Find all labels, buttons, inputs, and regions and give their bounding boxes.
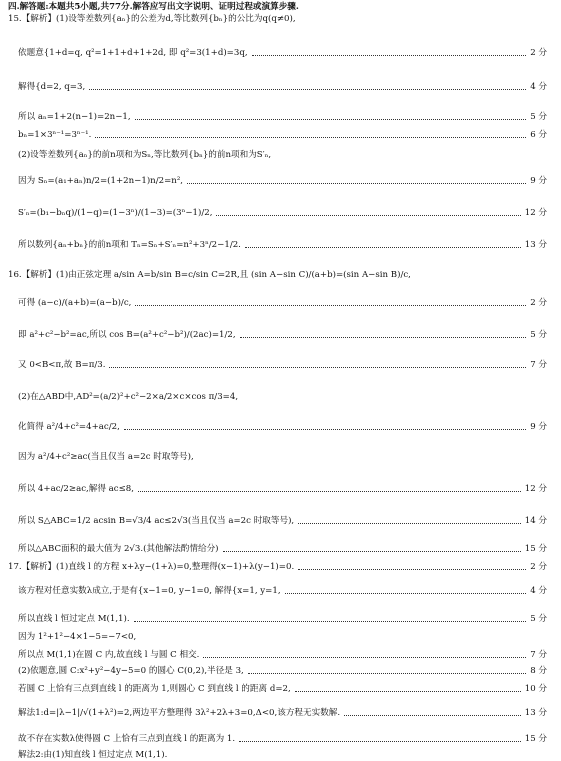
- dotted-leader: [245, 247, 521, 248]
- line-text: 因为 Sₙ=(a₁+aₙ)n/2=(1+2n−1)n/2=n²,: [18, 176, 183, 186]
- score-points: 5 分: [530, 112, 547, 122]
- dotted-leader: [95, 137, 526, 138]
- score-points: 4 分: [530, 82, 547, 92]
- score-points: 15 分: [524, 734, 547, 744]
- score-points: 15 分: [524, 544, 547, 554]
- score-points: 2 分: [530, 48, 547, 58]
- line-text: 所以 aₙ=1+2(n−1)=2n−1,: [18, 112, 131, 122]
- score-points: 13 分: [524, 708, 547, 718]
- score-points: 8 分: [530, 666, 547, 676]
- line-text: 所以 4+ac/2≥ac,解得 ac≤8,: [18, 484, 135, 494]
- line-text: 又 0<B<π,故 B=π/3.: [18, 360, 106, 370]
- line-text: (2)在△ABD中,AD²=(a/2)²+c²−2×a/2×c×cos π/3=4,: [18, 392, 239, 402]
- line-text: 15.【解析】(1)设等差数列{aₙ}的公差为d,等比数列{bₙ}的公比为q(q≠0),: [8, 14, 296, 24]
- line-text: 16.【解析】(1)由正弦定理 a/sin A=b/sin B=c/sin C=2R,且 (sin A−sin C)/(a+b)=(sin A−sin B)/c,: [8, 270, 411, 280]
- dotted-leader: [216, 215, 520, 216]
- dotted-leader: [135, 305, 526, 306]
- score-points: 2 分: [530, 298, 547, 308]
- line-text: 解法2:由(1)知直线 l 恒过定点 M(1,1).: [18, 750, 168, 760]
- line-text: S′ₙ=(b₁−bₙq)/(1−q)=(1−3ⁿ)/(1−3)=(3ⁿ−1)/2,: [18, 208, 213, 218]
- line-text: (2)依题意,圆 C:x²+y²−4y−5=0 的圆心 C(0,2),半径是 3,: [18, 666, 244, 676]
- dotted-leader: [248, 673, 526, 674]
- line-text: 因为 a²/4+c²≥ac(当且仅当 a=2c 时取等号),: [18, 452, 194, 462]
- line-text: 所以直线 l 恒过定点 M(1,1).: [18, 614, 130, 624]
- dotted-leader: [298, 569, 526, 570]
- score-points: 7 分: [530, 360, 547, 370]
- line-text: 解得{d=2, q=3,: [18, 82, 86, 92]
- dotted-leader: [109, 367, 526, 368]
- score-points: 6 分: [530, 130, 547, 140]
- line-text: 解法1:d=|λ−1|/√(1+λ²)=2,两边平方整理得 3λ²+2λ+3=0,Δ<0,该方程无实数解.: [18, 708, 341, 718]
- dotted-leader: [298, 523, 521, 524]
- line-text: 化简得 a²/4+c²=4+ac/2,: [18, 422, 120, 432]
- dotted-leader: [135, 119, 527, 120]
- dotted-leader: [295, 691, 521, 692]
- line-text: bₙ=1×3ⁿ⁻¹=3ⁿ⁻¹.: [18, 130, 92, 140]
- dotted-leader: [223, 551, 521, 552]
- line-text: 故不存在实数λ使得圆 C 上恰有三点到直线 l 的距离为 1.: [18, 734, 236, 744]
- dotted-leader: [239, 741, 521, 742]
- line-text: 可得 (a−c)/(a+b)=(a−b)/c,: [18, 298, 132, 308]
- line-text: 所以点 M(1,1)在圆 C 内,故直线 l 与圆 C 相交.: [18, 650, 200, 660]
- dotted-leader: [89, 89, 526, 90]
- score-points: 4 分: [530, 586, 547, 596]
- line-text: 所以 S△ABC=1/2 acsin B=√3/4 ac≤2√3(当且仅当 a=2c 时取等号),: [18, 516, 295, 526]
- dotted-leader: [203, 657, 526, 658]
- line-text: 因为 1²+1²−4×1−5=−7<0,: [18, 632, 137, 642]
- line-text: 所以△ABC面积的最大值为 2√3.(其他解法酌情给分): [18, 544, 219, 554]
- score-points: 7 分: [530, 650, 547, 660]
- score-points: 10 分: [524, 684, 547, 694]
- line-text: (2)设等差数列{aₙ}的前n项和为Sₙ,等比数列{bₙ}的前n项和为S′ₙ,: [18, 150, 272, 160]
- dotted-leader: [187, 183, 526, 184]
- line-text: 17.【解析】(1)直线 l 的方程 x+λy−(1+λ)=0,整理得(x−1)+λ(y−1)=0.: [8, 562, 295, 572]
- line-text: 所以数列{aₙ+bₙ}的前n项和 Tₙ=Sₙ+S′ₙ=n²+3ⁿ/2−1/2.: [18, 240, 241, 250]
- score-points: 12 分: [524, 484, 547, 494]
- line-text: 依题意{1+d=q, q²=1+1+d+1+2d, 即 q²=3(1+d)=3q,: [18, 48, 248, 58]
- dotted-leader: [124, 429, 526, 430]
- dotted-leader: [285, 593, 527, 594]
- score-points: 12 分: [524, 208, 547, 218]
- dotted-leader: [252, 55, 527, 56]
- line-text: 即 a²+c²−b²=ac,所以 cos B=(a²+c²−b²)/(2ac)=1/2,: [18, 330, 236, 340]
- score-points: 5 分: [530, 330, 547, 340]
- score-points: 9 分: [530, 176, 547, 186]
- score-points: 9 分: [530, 422, 547, 432]
- dotted-leader: [134, 621, 527, 622]
- line-text: 该方程对任意实数λ成立,于是有{x−1=0, y−1=0, 解得{x=1, y=1,: [18, 586, 281, 596]
- line-text: 若圆 C 上恰有三点到直线 l 的距离为 1,则圆心 C 到直线 l 的距离 d=2,: [18, 684, 291, 694]
- dotted-leader: [240, 337, 527, 338]
- score-points: 2 分: [530, 562, 547, 572]
- score-points: 5 分: [530, 614, 547, 624]
- score-points: 13 分: [524, 240, 547, 250]
- section-header-text: 四.解答题:本题共5小题,共77分.解答应写出文字说明、证明过程或演算步骤.: [8, 2, 299, 12]
- dotted-leader: [138, 491, 521, 492]
- score-points: 14 分: [524, 516, 547, 526]
- dotted-leader: [344, 715, 521, 716]
